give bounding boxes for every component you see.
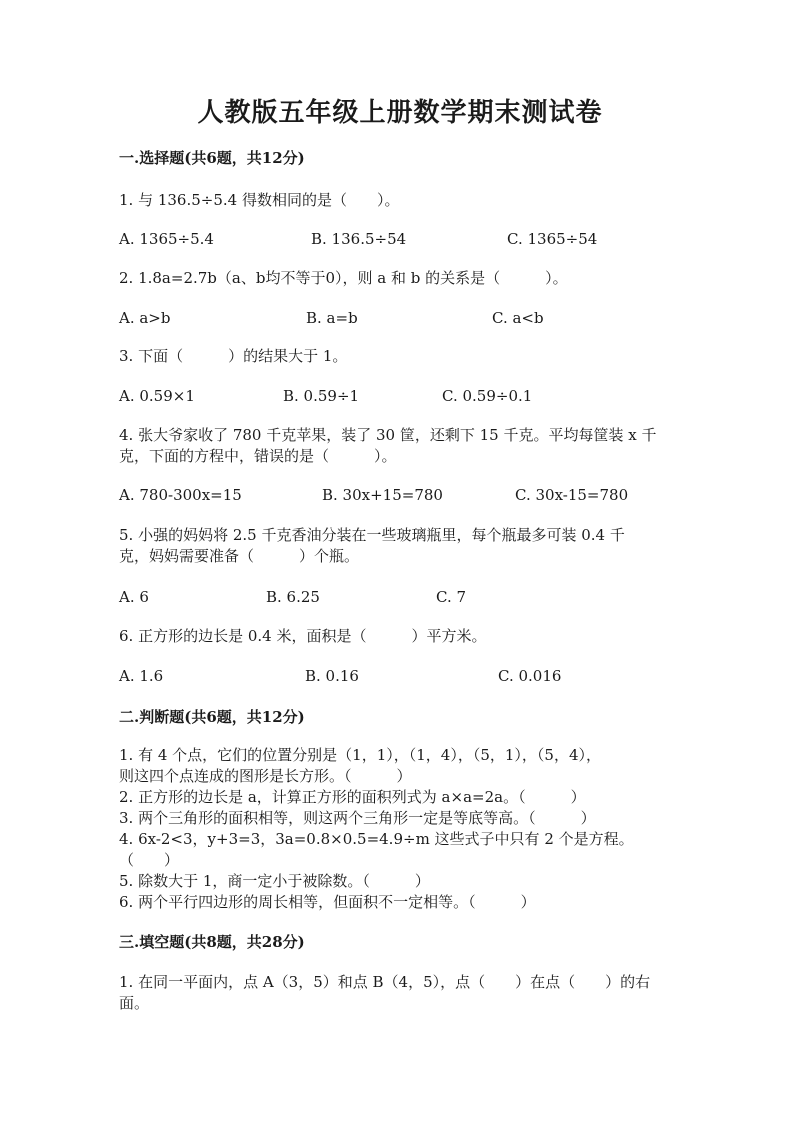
option-b: B. 6.25 <box>266 588 320 606</box>
section-header-choice: 一.选择题(共6题，共12分) <box>119 149 305 167</box>
option-b: B. a=b <box>306 309 358 327</box>
option-a: A. a>b <box>119 309 171 327</box>
option-a: A. 0.59×1 <box>119 387 195 405</box>
option-a: A. 6 <box>119 588 149 606</box>
option-a: A. 1365÷5.4 <box>119 230 214 248</box>
section-header-judgement: 二.判断题(共6题，共12分) <box>119 708 305 726</box>
question-text-line: 克，下面的方程中，错误的是（ ）。 <box>119 447 397 465</box>
statement-line: 6. 两个平行四边形的周长相等，但面积不一定相等。（ ） <box>119 893 536 911</box>
option-a: A. 780-300x=15 <box>119 486 242 504</box>
question-text: 6. 正方形的边长是 0.4 米，面积是（ ）平方米。 <box>119 627 487 645</box>
section-header-fill-in: 三.填空题(共8题，共28分) <box>119 933 305 951</box>
page-title: 人教版五年级上册数学期末测试卷 <box>197 98 603 128</box>
question-text: 1. 与 136.5÷5.4 得数相同的是（ ）。 <box>119 191 400 209</box>
question-text: 2. 1.8a=2.7b（a、b均不等于0），则 a 和 b 的关系是（ ）。 <box>119 269 568 287</box>
statement-line: 2. 正方形的边长是 a，计算正方形的面积列式为 a×a=2a。（ ） <box>119 788 586 806</box>
option-c: C. a<b <box>492 309 544 327</box>
option-a: A. 1.6 <box>119 667 164 685</box>
question-text-line: 面。 <box>119 994 150 1012</box>
option-c: C. 0.59÷0.1 <box>442 387 533 405</box>
option-c: C. 0.016 <box>498 667 562 685</box>
question-text-line: 1. 在同一平面内，点 A（3，5）和点 B（4，5），点（ ）在点（ ）的右 <box>119 973 651 991</box>
option-b: B. 30x+15=780 <box>322 486 443 504</box>
option-c: C. 7 <box>436 588 467 606</box>
question-text-line: 4. 张大爷家收了 780 千克苹果，装了 30 筐，还剩下 15 千克。平均每筐装 x 千 <box>119 426 657 444</box>
statement-line: 则这四个点连成的图形是长方形。（ ） <box>119 767 412 785</box>
statement-line: 1. 有 4 个点，它们的位置分别是（1，1），（1，4），（5，1），（5，4）， <box>119 746 602 764</box>
option-c: C. 30x-15=780 <box>515 486 629 504</box>
option-b: B. 136.5÷54 <box>311 230 407 248</box>
question-text-line: 5. 小强的妈妈将 2.5 千克香油分装在一些玻璃瓶里，每个瓶最多可装 0.4 千 <box>119 526 625 544</box>
statement-line: （ ） <box>119 851 180 869</box>
question-text-line: 克，妈妈需要准备（ ）个瓶。 <box>119 547 360 565</box>
option-c: C. 1365÷54 <box>507 230 598 248</box>
option-b: B. 0.16 <box>305 667 359 685</box>
option-b: B. 0.59÷1 <box>283 387 360 405</box>
statement-line: 4. 6x-2<3，y+3=3，3a=0.8×0.5=4.9÷m 这些式子中只有 2 个是方程。 <box>119 830 634 848</box>
statement-line: 3. 两个三角形的面积相等，则这两个三角形一定是等底等高。（ ） <box>119 809 596 827</box>
question-text: 3. 下面（ ）的结果大于 1。 <box>119 347 348 365</box>
statement-line: 5. 除数大于 1，商一定小于被除数。（ ） <box>119 872 430 890</box>
